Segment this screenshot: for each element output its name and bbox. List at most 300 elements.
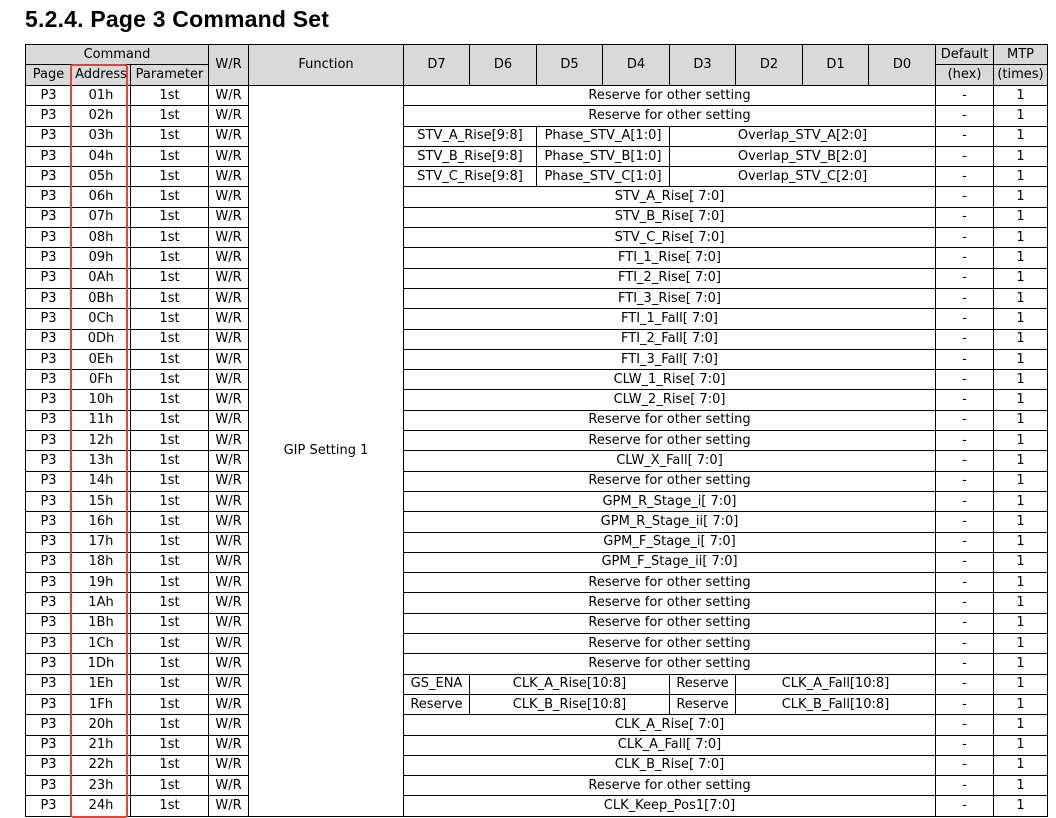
parameter-cell: 1st — [131, 491, 209, 511]
wr-cell: W/R — [209, 715, 249, 735]
bit-description-cell: STV_B_Rise[ 7:0] — [404, 207, 936, 227]
mtp-cell: 1 — [994, 634, 1048, 654]
address-cell: 16h — [72, 512, 131, 532]
mtp-cell: 1 — [994, 86, 1048, 106]
table-row — [26, 207, 1048, 227]
table-row — [26, 512, 1048, 532]
page-cell: P3 — [26, 674, 72, 694]
wr-cell: W/R — [209, 207, 249, 227]
wr-cell: W/R — [209, 776, 249, 796]
wr-cell: W/R — [209, 309, 249, 329]
bit-description-cell: GPM_R_Stage_ii[ 7:0] — [404, 512, 936, 532]
bit-description-cell: FTI_3_Fall[ 7:0] — [404, 349, 936, 369]
default-cell: - — [936, 187, 994, 207]
parameter-cell: 1st — [131, 349, 209, 369]
default-cell: - — [936, 228, 994, 248]
address-cell: 14h — [72, 471, 131, 491]
mtp-cell: 1 — [994, 207, 1048, 227]
wr-cell: W/R — [209, 228, 249, 248]
address-cell: 22h — [72, 755, 131, 775]
page-cell: P3 — [26, 755, 72, 775]
bit-description-cell: Reserve for other setting — [404, 471, 936, 491]
bit-header-d0: D0 — [869, 45, 936, 86]
address-cell: 12h — [72, 431, 131, 451]
page-cell: P3 — [26, 86, 72, 106]
parameter-cell: 1st — [131, 207, 209, 227]
wr-cell: W/R — [209, 796, 249, 816]
address-cell: 17h — [72, 532, 131, 552]
default-cell: - — [936, 268, 994, 288]
wr-cell: W/R — [209, 491, 249, 511]
mtp-cell: 1 — [994, 451, 1048, 471]
bit-field-cell: Phase_STV_B[1:0] — [537, 146, 670, 166]
bit-description-cell: FTI_1_Fall[ 7:0] — [404, 309, 936, 329]
table-row — [26, 370, 1048, 390]
address-cell: 1Dh — [72, 654, 131, 674]
default-cell: - — [936, 126, 994, 146]
address-cell: 0Eh — [72, 349, 131, 369]
page-cell: P3 — [26, 694, 72, 714]
wr-cell: W/R — [209, 634, 249, 654]
mtp-cell: 1 — [994, 593, 1048, 613]
mtp-cell: 1 — [994, 674, 1048, 694]
address-cell: 08h — [72, 228, 131, 248]
mtp-cell: 1 — [994, 491, 1048, 511]
page-cell: P3 — [26, 552, 72, 572]
wr-cell: W/R — [209, 431, 249, 451]
default-cell: - — [936, 431, 994, 451]
default-cell: - — [936, 613, 994, 633]
table-row — [26, 694, 1048, 714]
wr-cell: W/R — [209, 146, 249, 166]
mtp-cell: 1 — [994, 268, 1048, 288]
bit-description-cell: FTI_2_Fall[ 7:0] — [404, 329, 936, 349]
bit-description-cell: CLK_B_Rise[ 7:0] — [404, 755, 936, 775]
parameter-cell: 1st — [131, 228, 209, 248]
page-cell: P3 — [26, 228, 72, 248]
parameter-cell: 1st — [131, 329, 209, 349]
bit-header-d7: D7 — [404, 45, 470, 86]
bit-field-cell: Overlap_STV_B[2:0] — [670, 146, 936, 166]
bit-field-cell: GS_ENA — [404, 674, 470, 694]
table-row — [26, 126, 1048, 146]
table-row — [26, 410, 1048, 430]
wr-cell: W/R — [209, 735, 249, 755]
bit-field-cell: STV_B_Rise[9:8] — [404, 146, 537, 166]
parameter-cell: 1st — [131, 634, 209, 654]
wr-cell: W/R — [209, 329, 249, 349]
page-cell: P3 — [26, 410, 72, 430]
wr-cell: W/R — [209, 167, 249, 187]
table-row — [26, 228, 1048, 248]
table-row — [26, 187, 1048, 207]
bit-field-cell: Reserve — [404, 694, 470, 714]
mtp-cell: 1 — [994, 309, 1048, 329]
mtp-cell: 1 — [994, 126, 1048, 146]
table-row — [26, 796, 1048, 816]
mtp-cell: 1 — [994, 715, 1048, 735]
address-cell: 10h — [72, 390, 131, 410]
parameter-cell: 1st — [131, 309, 209, 329]
mtp-cell: 1 — [994, 552, 1048, 572]
wr-cell: W/R — [209, 674, 249, 694]
page-cell: P3 — [26, 593, 72, 613]
page-cell: P3 — [26, 634, 72, 654]
table-row — [26, 471, 1048, 491]
default-unit-header: (hex) — [936, 65, 994, 86]
default-cell: - — [936, 593, 994, 613]
table-row — [26, 309, 1048, 329]
page-cell: P3 — [26, 512, 72, 532]
wr-cell: W/R — [209, 694, 249, 714]
default-cell: - — [936, 349, 994, 369]
mtp-cell: 1 — [994, 613, 1048, 633]
bit-description-cell: FTI_1_Rise[ 7:0] — [404, 248, 936, 268]
bit-header-d3: D3 — [670, 45, 736, 86]
parameter-cell: 1st — [131, 654, 209, 674]
page-cell: P3 — [26, 167, 72, 187]
mtp-header: MTP — [994, 45, 1048, 65]
parameter-cell: 1st — [131, 715, 209, 735]
wr-cell: W/R — [209, 573, 249, 593]
mtp-cell: 1 — [994, 106, 1048, 126]
page-cell: P3 — [26, 329, 72, 349]
wr-cell: W/R — [209, 390, 249, 410]
default-cell: - — [936, 776, 994, 796]
page-cell: P3 — [26, 431, 72, 451]
wr-cell: W/R — [209, 593, 249, 613]
bit-field-cell: Reserve — [670, 674, 736, 694]
table-row — [26, 349, 1048, 369]
table-row — [26, 167, 1048, 187]
table-row — [26, 451, 1048, 471]
address-cell: 19h — [72, 573, 131, 593]
command-table — [25, 44, 1048, 817]
mtp-unit-header: (times) — [994, 65, 1048, 86]
page-cell: P3 — [26, 309, 72, 329]
default-cell: - — [936, 248, 994, 268]
bit-field-cell: Phase_STV_C[1:0] — [537, 167, 670, 187]
mtp-cell: 1 — [994, 735, 1048, 755]
table-body — [26, 86, 1048, 817]
mtp-cell: 1 — [994, 512, 1048, 532]
table-row — [26, 552, 1048, 572]
default-cell: - — [936, 796, 994, 816]
table-row — [26, 755, 1048, 775]
parameter-cell: 1st — [131, 735, 209, 755]
wr-cell: W/R — [209, 512, 249, 532]
parameter-cell: 1st — [131, 390, 209, 410]
section-title: 5.2.4. Page 3 Command Set — [25, 6, 330, 32]
bit-description-cell: Reserve for other setting — [404, 593, 936, 613]
default-cell: - — [936, 329, 994, 349]
mtp-cell: 1 — [994, 349, 1048, 369]
address-cell: 1Eh — [72, 674, 131, 694]
default-cell: - — [936, 532, 994, 552]
wr-cell: W/R — [209, 451, 249, 471]
default-cell: - — [936, 86, 994, 106]
mtp-cell: 1 — [994, 796, 1048, 816]
page-cell: P3 — [26, 654, 72, 674]
mtp-cell: 1 — [994, 755, 1048, 775]
function-header: Function — [249, 45, 404, 86]
address-cell: 23h — [72, 776, 131, 796]
mtp-cell: 1 — [994, 187, 1048, 207]
default-cell: - — [936, 451, 994, 471]
parameter-cell: 1st — [131, 86, 209, 106]
table-row — [26, 86, 1048, 106]
default-cell: - — [936, 106, 994, 126]
mtp-cell: 1 — [994, 146, 1048, 166]
default-cell: - — [936, 573, 994, 593]
wr-cell: W/R — [209, 106, 249, 126]
parameter-cell: 1st — [131, 532, 209, 552]
wr-cell: W/R — [209, 532, 249, 552]
mtp-cell: 1 — [994, 248, 1048, 268]
parameter-cell: 1st — [131, 613, 209, 633]
table-row — [26, 329, 1048, 349]
bit-description-cell: STV_A_Rise[ 7:0] — [404, 187, 936, 207]
page-cell: P3 — [26, 146, 72, 166]
bit-header-d5: D5 — [537, 45, 603, 86]
address-cell: 09h — [72, 248, 131, 268]
parameter-cell: 1st — [131, 167, 209, 187]
address-cell: 0Ch — [72, 309, 131, 329]
address-cell: 03h — [72, 126, 131, 146]
address-cell: 21h — [72, 735, 131, 755]
bit-description-cell: Reserve for other setting — [404, 654, 936, 674]
page-cell: P3 — [26, 735, 72, 755]
mtp-cell: 1 — [994, 471, 1048, 491]
page-cell: P3 — [26, 288, 72, 308]
page-cell: P3 — [26, 370, 72, 390]
bit-description-cell: FTI_2_Rise[ 7:0] — [404, 268, 936, 288]
bit-description-cell: CLK_A_Fall[ 7:0] — [404, 735, 936, 755]
page-cell: P3 — [26, 451, 72, 471]
default-cell: - — [936, 288, 994, 308]
bit-field-cell: STV_A_Rise[9:8] — [404, 126, 537, 146]
address-header: Address — [72, 65, 131, 86]
wr-cell: W/R — [209, 613, 249, 633]
bit-field-cell: Overlap_STV_A[2:0] — [670, 126, 936, 146]
default-cell: - — [936, 207, 994, 227]
bit-description-cell: CLW_1_Rise[ 7:0] — [404, 370, 936, 390]
address-cell: 24h — [72, 796, 131, 816]
address-cell: 04h — [72, 146, 131, 166]
wr-cell: W/R — [209, 187, 249, 207]
table-row — [26, 268, 1048, 288]
parameter-cell: 1st — [131, 370, 209, 390]
parameter-cell: 1st — [131, 410, 209, 430]
bit-field-cell: CLK_A_Fall[10:8] — [736, 674, 936, 694]
command-header: Command — [26, 45, 209, 65]
address-cell: 1Fh — [72, 694, 131, 714]
parameter-cell: 1st — [131, 796, 209, 816]
parameter-cell: 1st — [131, 106, 209, 126]
parameter-cell: 1st — [131, 512, 209, 532]
table-row — [26, 593, 1048, 613]
bit-field-cell: CLK_B_Rise[10:8] — [470, 694, 670, 714]
wr-cell: W/R — [209, 471, 249, 491]
bit-description-cell: GPM_R_Stage_i[ 7:0] — [404, 491, 936, 511]
bit-description-cell: GPM_F_Stage_i[ 7:0] — [404, 532, 936, 552]
default-cell: - — [936, 694, 994, 714]
address-cell: 11h — [72, 410, 131, 430]
mtp-cell: 1 — [994, 654, 1048, 674]
page-cell: P3 — [26, 715, 72, 735]
bit-field-cell: CLK_A_Rise[10:8] — [470, 674, 670, 694]
page-header: Page — [26, 65, 72, 86]
bit-description-cell: Reserve for other setting — [404, 634, 936, 654]
bit-description-cell: Reserve for other setting — [404, 431, 936, 451]
parameter-cell: 1st — [131, 288, 209, 308]
parameter-cell: 1st — [131, 755, 209, 775]
page-cell: P3 — [26, 390, 72, 410]
page-cell: P3 — [26, 106, 72, 126]
default-cell: - — [936, 390, 994, 410]
address-cell: 18h — [72, 552, 131, 572]
wr-cell: W/R — [209, 86, 249, 106]
bit-description-cell: Reserve for other setting — [404, 573, 936, 593]
wr-cell: W/R — [209, 370, 249, 390]
table-row — [26, 248, 1048, 268]
default-cell: - — [936, 735, 994, 755]
parameter-cell: 1st — [131, 187, 209, 207]
address-cell: 1Bh — [72, 613, 131, 633]
bit-description-cell: CLK_Keep_Pos1[7:0] — [404, 796, 936, 816]
address-cell: 0Ah — [72, 268, 131, 288]
mtp-cell: 1 — [994, 228, 1048, 248]
default-cell: - — [936, 309, 994, 329]
table-row — [26, 674, 1048, 694]
default-cell: - — [936, 146, 994, 166]
mtp-cell: 1 — [994, 694, 1048, 714]
table-row — [26, 613, 1048, 633]
mtp-cell: 1 — [994, 410, 1048, 430]
function-cell: GIP Setting 1 — [249, 86, 404, 817]
default-cell: - — [936, 370, 994, 390]
bit-description-cell: CLK_A_Rise[ 7:0] — [404, 715, 936, 735]
default-cell: - — [936, 715, 994, 735]
parameter-cell: 1st — [131, 248, 209, 268]
bit-field-cell: CLK_B_Fall[10:8] — [736, 694, 936, 714]
bit-description-cell: CLW_2_Rise[ 7:0] — [404, 390, 936, 410]
bit-header-d6: D6 — [470, 45, 537, 86]
wr-cell: W/R — [209, 288, 249, 308]
default-cell: - — [936, 654, 994, 674]
page-cell: P3 — [26, 613, 72, 633]
page-cell: P3 — [26, 207, 72, 227]
wr-header: W/R — [209, 45, 249, 86]
table-row — [26, 634, 1048, 654]
wr-cell: W/R — [209, 268, 249, 288]
address-cell: 06h — [72, 187, 131, 207]
page-cell: P3 — [26, 349, 72, 369]
parameter-cell: 1st — [131, 674, 209, 694]
bit-field-cell: Phase_STV_A[1:0] — [537, 126, 670, 146]
parameter-header: Parameter — [131, 65, 209, 86]
wr-cell: W/R — [209, 552, 249, 572]
bit-field-cell: Overlap_STV_C[2:0] — [670, 167, 936, 187]
page-cell: P3 — [26, 532, 72, 552]
table-row — [26, 491, 1048, 511]
parameter-cell: 1st — [131, 268, 209, 288]
wr-cell: W/R — [209, 248, 249, 268]
address-cell: 0Bh — [72, 288, 131, 308]
address-cell: 20h — [72, 715, 131, 735]
parameter-cell: 1st — [131, 431, 209, 451]
table-row — [26, 431, 1048, 451]
mtp-cell: 1 — [994, 776, 1048, 796]
wr-cell: W/R — [209, 126, 249, 146]
parameter-cell: 1st — [131, 146, 209, 166]
parameter-cell: 1st — [131, 593, 209, 613]
bit-description-cell: Reserve for other setting — [404, 776, 936, 796]
table-row — [26, 390, 1048, 410]
default-cell: - — [936, 512, 994, 532]
wr-cell: W/R — [209, 349, 249, 369]
address-cell: 1Ch — [72, 634, 131, 654]
address-cell: 13h — [72, 451, 131, 471]
table-row — [26, 106, 1048, 126]
table-row — [26, 776, 1048, 796]
mtp-cell: 1 — [994, 390, 1048, 410]
page-cell: P3 — [26, 268, 72, 288]
bit-header-d2: D2 — [736, 45, 803, 86]
parameter-cell: 1st — [131, 126, 209, 146]
address-cell: 01h — [72, 86, 131, 106]
page-cell: P3 — [26, 573, 72, 593]
mtp-cell: 1 — [994, 431, 1048, 451]
bit-description-cell: STV_C_Rise[ 7:0] — [404, 228, 936, 248]
parameter-cell: 1st — [131, 451, 209, 471]
bit-field-cell: STV_C_Rise[9:8] — [404, 167, 537, 187]
bit-description-cell: Reserve for other setting — [404, 86, 936, 106]
default-header: Default — [936, 45, 994, 65]
bit-description-cell: Reserve for other setting — [404, 410, 936, 430]
table-row — [26, 735, 1048, 755]
wr-cell: W/R — [209, 410, 249, 430]
default-cell: - — [936, 634, 994, 654]
default-cell: - — [936, 552, 994, 572]
default-cell: - — [936, 491, 994, 511]
bit-description-cell: Reserve for other setting — [404, 613, 936, 633]
mtp-cell: 1 — [994, 532, 1048, 552]
table-row — [26, 715, 1048, 735]
page-cell: P3 — [26, 776, 72, 796]
page-cell: P3 — [26, 126, 72, 146]
table-row — [26, 288, 1048, 308]
address-cell: 05h — [72, 167, 131, 187]
default-cell: - — [936, 167, 994, 187]
bit-description-cell: CLW_X_Fall[ 7:0] — [404, 451, 936, 471]
default-cell: - — [936, 674, 994, 694]
parameter-cell: 1st — [131, 694, 209, 714]
mtp-cell: 1 — [994, 167, 1048, 187]
page-cell: P3 — [26, 796, 72, 816]
bit-description-cell: FTI_3_Rise[ 7:0] — [404, 288, 936, 308]
bit-description-cell: GPM_F_Stage_ii[ 7:0] — [404, 552, 936, 572]
parameter-cell: 1st — [131, 552, 209, 572]
address-cell: 07h — [72, 207, 131, 227]
wr-cell: W/R — [209, 755, 249, 775]
bit-header-d4: D4 — [603, 45, 670, 86]
mtp-cell: 1 — [994, 329, 1048, 349]
address-cell: 1Ah — [72, 593, 131, 613]
page-cell: P3 — [26, 491, 72, 511]
page-cell: P3 — [26, 187, 72, 207]
parameter-cell: 1st — [131, 573, 209, 593]
